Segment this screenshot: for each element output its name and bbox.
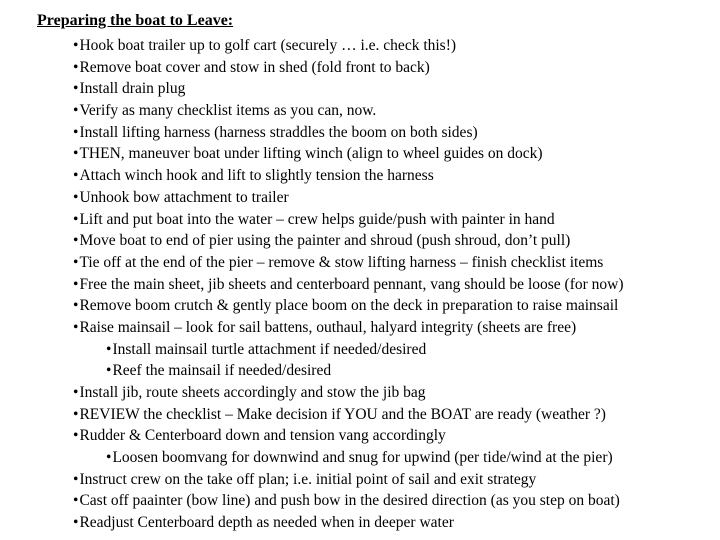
bullet-icon: •: [73, 145, 79, 163]
list-item: [0, 122, 624, 144]
bullet-icon: •: [73, 210, 79, 228]
list-item: [0, 143, 624, 165]
list-item: [0, 490, 624, 512]
bullet-icon: •: [73, 58, 79, 76]
list-item: [0, 512, 624, 534]
list-item: [0, 187, 624, 209]
sub-list-item: [0, 360, 624, 382]
list-item-text: Tie off at the end of the pier – remove & stow lifting harness – finish checklist items: [79, 253, 604, 271]
list-item: [0, 230, 624, 252]
bullet-icon: •: [73, 470, 79, 488]
list-item-text: Attach winch hook and lift to slightly tension the harness: [79, 167, 434, 185]
list-item: [0, 274, 624, 296]
bullet-icon: •: [73, 167, 79, 185]
list-item-text: Cast off paainter (bow line) and push bow in the desired direction (as you step on boat): [79, 492, 620, 510]
list-item: [0, 209, 624, 231]
list-item-text: Remove boom crutch & gently place boom on the deck in preparation to raise mainsail: [79, 297, 619, 315]
bullet-icon: •: [73, 297, 79, 315]
list-item-text: THEN, maneuver boat under lifting winch (align to wheel guides on dock): [79, 145, 543, 163]
list-item-text: Loosen boomvang for downwind and snug for upwind (per tide/wind at the pier): [112, 449, 613, 467]
sub-list-item: [0, 339, 624, 361]
list-item-text: Readjust Centerboard depth as needed when in deeper water: [79, 514, 454, 532]
bullet-icon: •: [73, 123, 79, 141]
bullet-icon: •: [73, 318, 79, 336]
list-item-text: Remove boat cover and stow in shed (fold front to back): [79, 58, 430, 76]
bullet-icon: •: [106, 449, 112, 467]
bullet-icon: •: [106, 362, 112, 380]
bullet-icon: •: [73, 232, 79, 250]
list-item-text: Verify as many checklist items as you can, now.: [79, 102, 377, 120]
bullet-icon: •: [73, 188, 79, 206]
bullet-icon: •: [73, 384, 79, 401]
list-item-text: REVIEW the checklist – Make decision if YOU and the BOAT are ready (weather ?): [79, 405, 606, 423]
bullet-icon: •: [73, 405, 79, 423]
bullet-icon: •: [73, 514, 79, 532]
page-title: Preparing the boat to Leave:: [37, 12, 234, 29]
bullet-icon: •: [73, 253, 79, 271]
list-item-text: Move boat to end of pier using the painter and shroud (push shroud, don’t pull): [79, 232, 571, 250]
list-item-text: Instruct crew on the take off plan; i.e. initial point of sail and exit strategy: [79, 470, 537, 488]
list-item: [0, 35, 624, 57]
list-item-text: Unhook bow attachment to trailer: [79, 188, 289, 206]
list-item: [0, 252, 624, 274]
list-item: [0, 382, 624, 404]
list-item: [0, 469, 624, 491]
bullet-icon: •: [73, 37, 79, 54]
list-item: [0, 78, 624, 100]
bullet-icon: •: [73, 427, 79, 445]
bullet-icon: •: [73, 275, 79, 293]
list-item-text: Lift and put boat into the water – crew helps guide/push with painter in hand: [79, 210, 555, 228]
bullet-icon: •: [106, 340, 112, 358]
list-item: [0, 404, 624, 426]
bullet-icon: •: [73, 102, 79, 120]
list-item-text: Raise mainsail – look for sail battens, outhaul, halyard integrity (sheets are free): [79, 318, 577, 336]
list-item-text: Install lifting harness (harness straddles the boom on both sides): [79, 123, 478, 141]
list-item: [0, 100, 624, 122]
list-item: [0, 425, 624, 447]
list-item-text: Install drain plug: [79, 80, 186, 98]
list-item: [0, 57, 624, 79]
bullet-icon: •: [73, 80, 79, 98]
list-item-text: Hook boat trailer up to golf cart (securely … i.e. check this!): [79, 37, 457, 54]
sub-list-item: [0, 447, 624, 469]
list-item: [0, 295, 624, 317]
list-item: [0, 165, 624, 187]
list-item-text: Install mainsail turtle attachment if needed/desired: [112, 340, 427, 358]
list-item-text: Reef the mainsail if needed/desired: [112, 362, 332, 380]
bullet-icon: •: [73, 492, 79, 510]
list-item: [0, 317, 624, 339]
list-item-text: Rudder & Centerboard down and tension vang accordingly: [79, 427, 446, 445]
checklist: [0, 35, 624, 534]
list-item-text: Free the main sheet, jib sheets and centerboard pennant, vang should be loose (for now): [79, 275, 624, 293]
list-item-text: Install jib, route sheets accordingly and stow the jib bag: [79, 384, 426, 401]
